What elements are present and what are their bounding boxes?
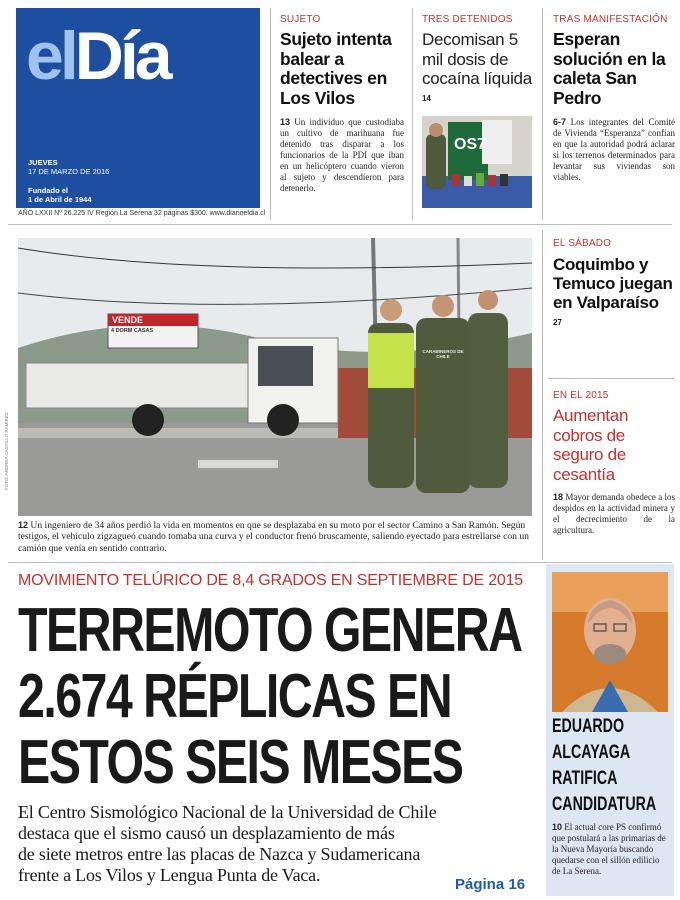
story-headline[interactable]: Coquimbo y Temuco juegan en Valparaíso [553, 255, 673, 313]
candidate-sidebar[interactable] [546, 564, 674, 896]
photo-credit: FOTO: ANDREA CASTILLO RAMÍREZ [4, 412, 9, 490]
uniform-text: CARABINEROS DE CHILE [422, 349, 464, 359]
column-divider [270, 8, 271, 220]
cocaine-seizure-photo [422, 116, 532, 208]
photo-caption: 12 Un ingeniero de 34 años perdió la vida en momentos en que se desplazaba en su moto por el sector Camino a San Ramón. Según testigos, el vehículo zigzagueó cuando tomaba una curva y el conductor frenó bruscamente, saliendo eyectado para estrellarse con un camión que venía en sentido contrario. [18, 520, 529, 554]
story-summary: 13 Un individuo que custodiaba un cultivo de marihuana fue detenido tras disparar a los funcionarios de la PDI que iban en un helicóptero cuando vieron al sujeto y descendieron para detenerlo. [280, 117, 404, 194]
story-cocaine[interactable] [422, 14, 536, 103]
accident-photo [18, 238, 532, 516]
story-caleta[interactable] [553, 14, 675, 183]
story-summary: 6-7 Los integrantes del Comité de Vivienda “Esperanza” confían en que la autoridad podrá aclarar si los terrenos determinados para levantar sus viviendas son viables. [553, 117, 675, 183]
lead-story[interactable] [18, 572, 538, 886]
column-divider [412, 8, 413, 220]
column-divider [542, 8, 543, 220]
section-divider [548, 378, 674, 379]
accident-scene-illustration [18, 238, 532, 516]
page-number: 14 [422, 93, 431, 103]
candidate-headline[interactable]: EDUARDO ALCAYAGA RATIFICA CANDIDATURA [552, 716, 657, 815]
story-detectives[interactable] [280, 14, 404, 194]
candidate-summary: 10 El actual core PS confirmó que postulará a las primarias de la Nueva Mayoría buscando quedarse con el sillón edilicio de La Serena. [552, 822, 666, 876]
column-divider [542, 230, 543, 560]
section-divider [8, 562, 672, 563]
section-divider [8, 224, 672, 225]
story-headline[interactable]: Decomisan 5 mil dosis de cocaína líquida [422, 30, 532, 89]
lead-headline[interactable]: TERREMOTO GENERA 2.674 RÉPLICAS EN ESTOS SEIS MESES [18, 596, 522, 797]
issue-date: JUEVES 17 DE MARZO DE 2016 [28, 158, 110, 177]
story-kicker: EN EL 2015 [553, 390, 609, 401]
story-kicker: TRES DETENIDOS [422, 14, 513, 25]
story-headline[interactable]: Esperan solución en la caleta San Pedro [553, 29, 666, 108]
lead-kicker: MOVIMIENTO TELÚRICO DE 8,4 GRADOS EN SEPTIEMBRE DE 2015 [18, 572, 523, 589]
lead-page-link[interactable]: Página 16 [455, 876, 526, 893]
cocaine-seizure-illustration [422, 116, 532, 208]
founded-date: Fundado el 1 de Abril de 1944 [28, 186, 92, 205]
os7-label: OS7 [454, 136, 487, 153]
newspaper-logo: elDía [26, 18, 169, 94]
lead-deck: El Centro Sismológico Nacional de la Universidad de Chile destaca que el sismo causó un desplazamiento de más de siete metros entre las placas de Nazca y Sudamericana frente a Los Vilos y Lengua Punta de Vaca. [18, 802, 437, 885]
story-sports[interactable] [553, 238, 675, 327]
story-headline[interactable]: Aumentan cobros de seguro de cesantía [553, 406, 629, 484]
page-number: 27 [553, 318, 562, 328]
story-kicker: SUJETO [280, 14, 321, 25]
story-cesantia[interactable] [553, 390, 675, 536]
story-headline[interactable]: Sujeto intenta balear a detectives en Los Vilos [280, 29, 392, 108]
masthead [16, 8, 260, 208]
story-summary: 18 Mayor demanda obedece a los despidos en la actividad minera y el decrecimiento de la agricultura. [553, 492, 675, 536]
sale-sign-sub: 4 DORM CASAS [111, 328, 154, 334]
candidate-portrait-illustration [552, 572, 668, 712]
story-kicker: EL SÁBADO [553, 238, 612, 249]
sale-sign-text: VENDE [112, 315, 144, 325]
candidate-portrait [552, 572, 668, 712]
story-kicker: TRAS MANIFESTACIÓN [553, 14, 668, 25]
edition-info: AÑO LXXII Nº 26.225 IV Región La Serena 32 páginas $300. www.diarioeldia.cl [18, 210, 266, 217]
